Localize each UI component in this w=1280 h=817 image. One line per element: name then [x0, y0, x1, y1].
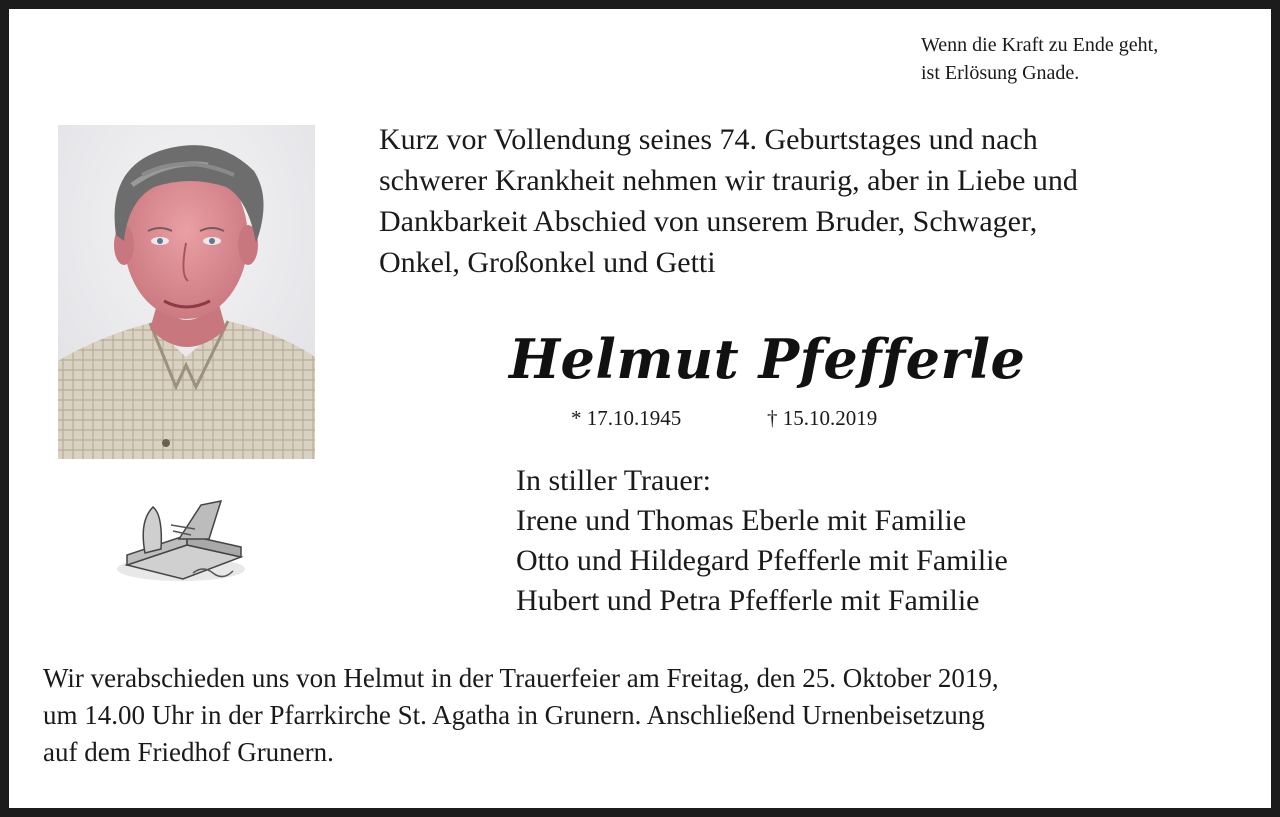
motto-line: ist Erlösung Gnade. [921, 62, 1080, 84]
mourners-list [516, 461, 1008, 621]
portrait-photo [58, 125, 315, 459]
mourner-line: Irene und Thomas Eberle mit Familie [516, 504, 967, 537]
intro-line: schwerer Krankheit nehmen wir traurig, aber in Liebe und [379, 164, 1078, 197]
mourners-heading: In stiller Trauer: [516, 464, 711, 497]
service-line: um 14.00 Uhr in der Pfarrkirche St. Agatha in Grunern. Anschließend Urnenbeisetzung [43, 700, 985, 730]
birth-date: * 17.10.1945 [571, 406, 682, 430]
deceased-name: Helmut Pfefferle [509, 327, 1026, 391]
motto [921, 31, 1158, 87]
motto-line: Wenn die Kraft zu Ende geht, [921, 34, 1159, 56]
service-line: Wir verabschieden uns von Helmut in der Trauerfeier am Freitag, den 25. Oktober 2019, [43, 663, 999, 693]
intro-line: Dankbarkeit Abschied von unserem Bruder, Schwager, [379, 205, 1038, 238]
intro-line: Onkel, Großonkel und Getti [379, 246, 716, 279]
mourner-line: Otto und Hildegard Pfefferle mit Familie [516, 544, 1008, 577]
service-details [43, 660, 999, 771]
service-line: auf dem Friedhof Grunern. [43, 737, 334, 767]
carpenter-plane-icon [109, 495, 251, 591]
mourner-line: Hubert und Petra Pfefferle mit Familie [516, 584, 980, 617]
death-date: † 15.10.2019 [767, 406, 878, 430]
plane-drawing [109, 495, 251, 591]
intro-line: Kurz vor Vollendung seines 74. Geburtstages und nach [379, 123, 1038, 156]
intro-text [379, 119, 1229, 283]
portrait-illustration [58, 125, 315, 459]
